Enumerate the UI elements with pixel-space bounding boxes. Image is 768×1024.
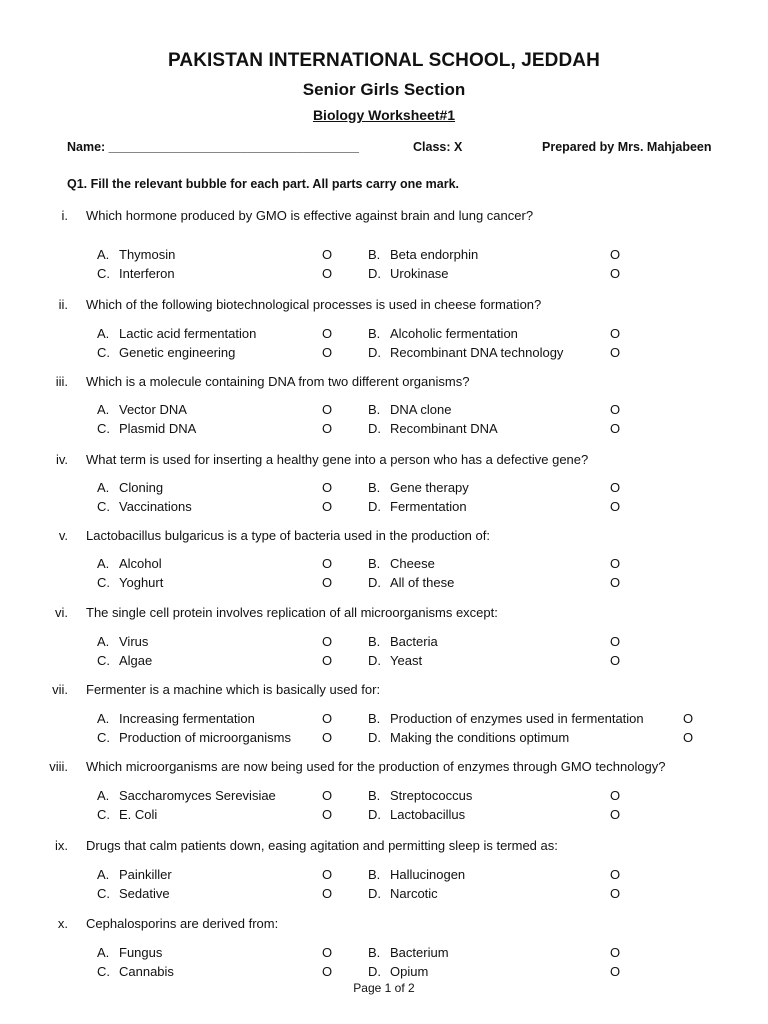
option-d <box>368 964 428 979</box>
question-number: vi. <box>55 605 68 620</box>
option-text: Gene therapy <box>390 480 469 495</box>
question-number: v. <box>58 528 68 543</box>
option-text: Recombinant DNA <box>390 421 498 436</box>
option-text: Alcohol <box>119 556 162 571</box>
option-c <box>97 345 235 360</box>
option-letter: A. <box>97 788 110 803</box>
option-d <box>368 575 454 590</box>
option-c <box>97 266 175 281</box>
question-text: Lactobacillus bulgaricus is a type of bacteria used in the production of: <box>86 528 490 543</box>
question-8 <box>0 759 768 839</box>
option-letter: A. <box>97 402 110 417</box>
answer-bubble-b[interactable]: O <box>610 480 621 495</box>
option-letter: B. <box>368 480 381 495</box>
option-a <box>97 711 255 726</box>
answer-bubble-b[interactable]: O <box>610 867 621 882</box>
option-text: Lactobacillus <box>390 807 466 822</box>
option-b <box>368 945 449 960</box>
option-b <box>368 711 644 726</box>
option-text: Cannabis <box>119 964 174 979</box>
option-text: Opium <box>390 964 429 979</box>
option-text: Fungus <box>119 945 163 960</box>
option-text: Virus <box>119 634 149 649</box>
question-number: vii. <box>52 682 68 697</box>
answer-bubble-d[interactable]: O <box>610 266 621 281</box>
question-text: What term is used for inserting a healthy gene into a person who has a defective gene? <box>86 452 589 467</box>
option-letter: D. <box>368 886 381 901</box>
option-b <box>368 634 438 649</box>
option-letter: B. <box>368 711 381 726</box>
option-text: Urokinase <box>390 266 449 281</box>
option-d <box>368 653 422 668</box>
option-text: Painkiller <box>119 867 172 882</box>
answer-bubble-a[interactable]: O <box>322 634 333 649</box>
option-letter: D. <box>368 345 381 360</box>
option-text: Production of microorganisms <box>119 730 291 745</box>
prepared-by: Prepared by Mrs. Mahjabeen <box>542 140 712 154</box>
option-text: Making the conditions optimum <box>390 730 570 745</box>
answer-bubble-a[interactable]: O <box>322 480 333 495</box>
answer-bubble-b[interactable]: O <box>610 556 621 571</box>
option-text: Vaccinations <box>119 499 192 514</box>
option-letter: B. <box>368 326 381 341</box>
answer-bubble-d[interactable]: O <box>610 499 621 514</box>
option-text: Alcoholic fermentation <box>390 326 518 341</box>
option-letter: C. <box>97 807 110 822</box>
worksheet-title-text: Biology Worksheet#1 <box>312 107 456 123</box>
answer-bubble-a[interactable]: O <box>322 711 333 726</box>
option-letter: A. <box>97 247 110 262</box>
option-text: Yeast <box>390 653 423 668</box>
answer-bubble-a[interactable]: O <box>322 867 333 882</box>
option-text: Sedative <box>119 886 170 901</box>
option-letter: B. <box>368 945 381 960</box>
option-letter: A. <box>97 711 110 726</box>
option-letter: C. <box>97 575 110 590</box>
option-letter: D. <box>368 653 381 668</box>
class-label: Class: X <box>413 140 463 154</box>
question-number: ii. <box>58 297 68 312</box>
option-letter: D. <box>368 730 381 745</box>
option-letter: D. <box>368 499 381 514</box>
option-b <box>368 402 451 417</box>
answer-bubble-b[interactable]: O <box>610 247 621 262</box>
answer-bubble-c[interactable]: O <box>322 345 333 360</box>
question-text: Which microorganisms are now being used for the production of enzymes through GMO technology? <box>86 759 666 774</box>
answer-bubble-d[interactable]: O <box>683 730 694 745</box>
school-title: PAKISTAN INTERNATIONAL SCHOOL, JEDDAH <box>168 50 600 71</box>
answer-bubble-a[interactable]: O <box>322 326 333 341</box>
option-a <box>97 402 187 417</box>
option-text: E. Coli <box>119 807 158 822</box>
question-number: i. <box>61 208 68 223</box>
option-c <box>97 807 157 822</box>
question-6 <box>0 605 768 685</box>
option-letter: C. <box>97 499 110 514</box>
option-text: Fermentation <box>390 499 467 514</box>
option-text: All of these <box>390 575 455 590</box>
answer-bubble-c[interactable]: O <box>322 653 333 668</box>
option-letter: D. <box>368 266 381 281</box>
option-text: Cloning <box>119 480 164 495</box>
answer-bubble-b[interactable]: O <box>610 634 621 649</box>
option-c <box>97 653 152 668</box>
option-letter: A. <box>97 480 110 495</box>
option-text: Plasmid DNA <box>119 421 197 436</box>
option-letter: C. <box>97 421 110 436</box>
answer-bubble-d[interactable]: O <box>610 345 621 360</box>
option-letter: D. <box>368 421 381 436</box>
option-text: Bacteria <box>390 634 438 649</box>
answer-bubble-a[interactable]: O <box>322 247 333 262</box>
option-text: Beta endorphin <box>390 247 479 262</box>
answer-bubble-a[interactable]: O <box>322 788 333 803</box>
option-letter: C. <box>97 345 110 360</box>
answer-bubble-b[interactable]: O <box>610 402 621 417</box>
answer-bubble-b[interactable]: O <box>683 711 694 726</box>
option-a <box>97 945 162 960</box>
option-letter: B. <box>368 247 381 262</box>
question-text: The single cell protein involves replication of all microorganisms except: <box>86 605 498 620</box>
answer-bubble-c[interactable]: O <box>322 807 333 822</box>
option-d <box>368 807 465 822</box>
option-text: Saccharomyces Serevisiae <box>119 788 276 803</box>
answer-bubble-c[interactable]: O <box>322 964 333 979</box>
question-text: Which is a molecule containing DNA from two different organisms? <box>86 374 470 389</box>
question-number: iii. <box>55 374 68 389</box>
option-b <box>368 326 518 341</box>
question-text: Which hormone produced by GMO is effective against brain and lung cancer? <box>86 208 534 223</box>
answer-bubble-d[interactable]: O <box>610 575 621 590</box>
question-4 <box>0 452 768 532</box>
option-text: Vector DNA <box>119 402 187 417</box>
option-letter: B. <box>368 556 381 571</box>
page-number: Page 1 of 2 <box>353 981 415 995</box>
question-text: Cephalosporins are derived from: <box>86 916 279 931</box>
instruction: Q1. Fill the relevant bubble for each part. All parts carry one mark. <box>67 177 460 191</box>
option-c <box>97 886 170 901</box>
answer-bubble-c[interactable]: O <box>322 266 333 281</box>
question-2 <box>0 297 768 377</box>
option-d <box>368 421 498 436</box>
option-text: DNA clone <box>390 402 452 417</box>
answer-bubble-d[interactable]: O <box>610 421 621 436</box>
option-letter: D. <box>368 575 381 590</box>
question-1 <box>0 208 768 288</box>
question-number: x. <box>57 916 68 931</box>
option-text: Bacterium <box>390 945 449 960</box>
name-field[interactable]: Name: ____________________________________ <box>67 140 359 154</box>
question-number: ix. <box>55 838 68 853</box>
answer-bubble-a[interactable]: O <box>322 402 333 417</box>
option-d <box>368 730 569 745</box>
answer-bubble-b[interactable]: O <box>610 945 621 960</box>
option-letter: B. <box>368 867 381 882</box>
option-d <box>368 345 563 360</box>
answer-bubble-c[interactable]: O <box>322 886 333 901</box>
answer-bubble-c[interactable]: O <box>322 421 333 436</box>
question-5 <box>0 528 768 608</box>
answer-bubble-a[interactable]: O <box>322 556 333 571</box>
option-a <box>97 247 175 262</box>
answer-bubble-b[interactable]: O <box>610 788 621 803</box>
option-text: Streptococcus <box>390 788 473 803</box>
option-letter: D. <box>368 807 381 822</box>
answer-bubble-c[interactable]: O <box>322 575 333 590</box>
option-letter: B. <box>368 402 381 417</box>
question-text: Fermenter is a machine which is basically used for: <box>86 682 381 697</box>
option-b <box>368 867 465 882</box>
option-b <box>368 556 435 571</box>
question-9 <box>0 838 768 918</box>
option-letter: D. <box>368 964 381 979</box>
option-a <box>97 867 172 882</box>
option-letter: A. <box>97 326 110 341</box>
option-a <box>97 556 162 571</box>
question-number: iv. <box>55 452 68 467</box>
answer-bubble-d[interactable]: O <box>610 653 621 668</box>
answer-bubble-b[interactable]: O <box>610 326 621 341</box>
option-text: Recombinant DNA technology <box>390 345 564 360</box>
option-text: Algae <box>119 653 153 668</box>
answer-bubble-c[interactable]: O <box>322 499 333 514</box>
answer-bubble-c[interactable]: O <box>322 730 333 745</box>
option-a <box>97 480 163 495</box>
option-d <box>368 886 438 901</box>
option-letter: A. <box>97 867 110 882</box>
option-a <box>97 326 256 341</box>
option-c <box>97 730 291 745</box>
option-c <box>97 964 174 979</box>
option-c <box>97 575 163 590</box>
option-letter: A. <box>97 945 110 960</box>
question-3 <box>0 374 768 454</box>
answer-bubble-d[interactable]: O <box>610 807 621 822</box>
worksheet-title <box>0 107 768 123</box>
option-letter: C. <box>97 964 110 979</box>
option-d <box>368 499 467 514</box>
option-b <box>368 788 472 803</box>
answer-bubble-d[interactable]: O <box>610 964 621 979</box>
option-letter: C. <box>97 653 110 668</box>
option-letter: B. <box>368 634 381 649</box>
option-c <box>97 421 196 436</box>
option-text: Interferon <box>119 266 175 281</box>
option-text: Genetic engineering <box>119 345 236 360</box>
option-text: Thymosin <box>119 247 176 262</box>
option-letter: C. <box>97 886 110 901</box>
question-text: Which of the following biotechnological processes is used in cheese formation? <box>86 297 542 312</box>
question-7 <box>0 682 768 762</box>
option-text: Hallucinogen <box>390 867 466 882</box>
option-text: Yoghurt <box>119 575 164 590</box>
option-d <box>368 266 449 281</box>
option-letter: C. <box>97 266 110 281</box>
option-letter: C. <box>97 730 110 745</box>
answer-bubble-d[interactable]: O <box>610 886 621 901</box>
option-letter: A. <box>97 556 110 571</box>
section-title: Senior Girls Section <box>302 80 466 99</box>
option-text: Production of enzymes used in fermentation <box>390 711 644 726</box>
option-letter: B. <box>368 788 381 803</box>
option-b <box>368 247 478 262</box>
option-c <box>97 499 192 514</box>
option-text: Lactic acid fermentation <box>119 326 257 341</box>
option-text: Narcotic <box>390 886 438 901</box>
question-number: viii. <box>49 759 68 774</box>
option-b <box>368 480 469 495</box>
option-a <box>97 634 148 649</box>
option-text: Cheese <box>390 556 435 571</box>
option-letter: A. <box>97 634 110 649</box>
option-a <box>97 788 276 803</box>
answer-bubble-a[interactable]: O <box>322 945 333 960</box>
question-text: Drugs that calm patients down, easing agitation and permitting sleep is termed as: <box>86 838 558 853</box>
option-text: Increasing fermentation <box>119 711 255 726</box>
